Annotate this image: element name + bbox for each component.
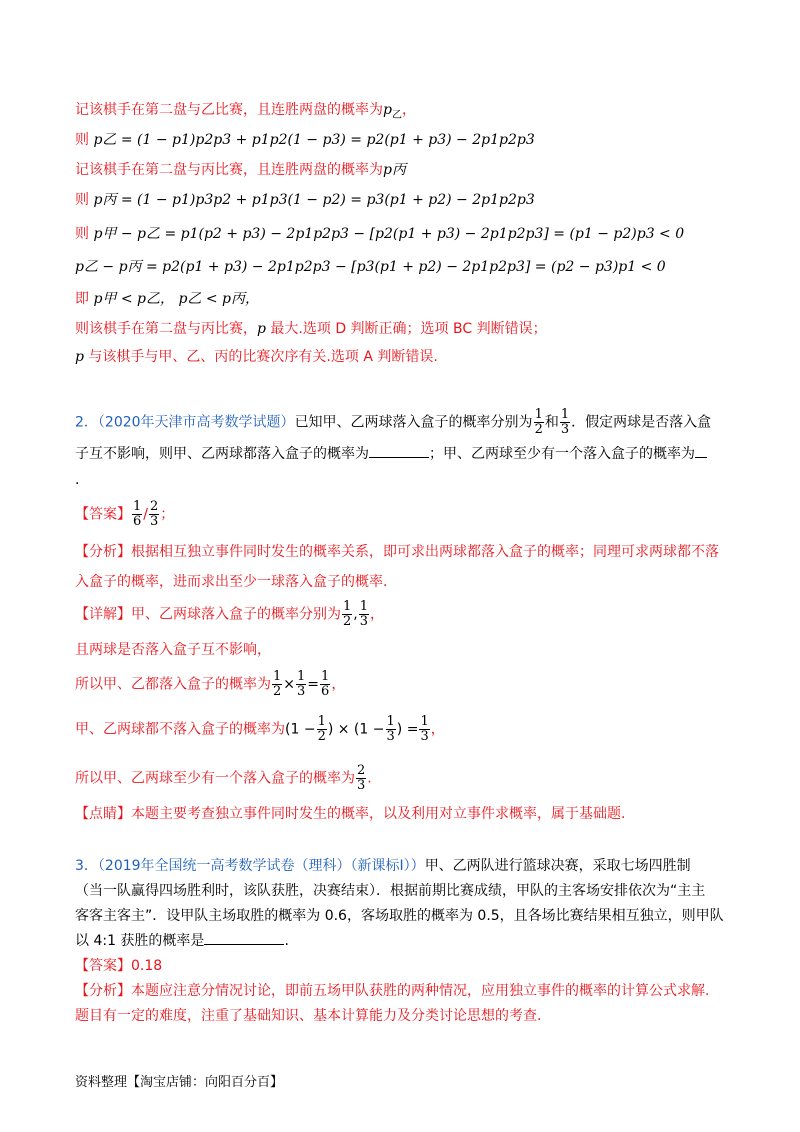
solution-line-3: 记该棋手在第二盘与丙比赛，且连胜两盘的概率为p丙 <box>75 162 406 178</box>
q2-stem-line-2: 子互不影响，则甲、乙两球都落入盒子的概率为 ；甲、乙两球至少有一个落入盒子的概率为 <box>75 444 707 464</box>
q2-analysis-line-2: 入盒子的概率，进而求出至少一球落入盒子的概率. <box>75 574 388 590</box>
q2-stem-line-3: . <box>75 472 80 488</box>
page-footer: 资料整理【淘宝店铺：向阳百分百】 <box>75 1075 284 1090</box>
q3-source: （2019年全国统一高考数学试卷（理科）（新课标Ⅰ）） <box>97 858 425 874</box>
q2-stem-line-1: 2．（2020年天津市高考数学试题）已知甲、乙两球落入盒子的概率分别为 $\frac{1}{2}$ 和 $\frac{1}{3}$ ．假定两球是否落入盒 <box>75 407 712 437</box>
q2-number: 2． <box>75 414 98 431</box>
q2-detail-line-3: 所以甲、乙都落入盒子的概率为 $\frac{1}{2}$ × $\frac{1}{3}$ = $\frac{1}{6}$ ， <box>75 669 346 699</box>
q2-answer: 【答案】 $\frac{1}{6}$ / $\frac{2}{3}$ ； <box>75 499 175 529</box>
solution-line-9: p 与该棋手与甲、乙、丙的比赛次序有关.选项 A 判断错误. <box>75 349 438 365</box>
q3-answer <box>75 956 162 976</box>
q3-number: 3． <box>75 858 98 874</box>
formula-diff-2: p乙 − p丙 = p2(p1 + p3) − 2p1p2p3 − [p3(p1 + p2) − 2p1p2p3] = (p2 − p3)p1 < 0 <box>75 259 666 275</box>
math-p-bing: p丙 <box>383 162 406 178</box>
answer-blank-1 <box>369 445 429 458</box>
answer-blank-q3 <box>204 932 284 945</box>
q2-analysis-line-1: 【分析】根据相互独立事件同时发生的概率关系，即可求出两球都落入盒子的概率；同理可求两球都不落 <box>75 544 719 560</box>
q3-stem-line-3: 客客主客主”．设甲队主场取胜的概率为 0.6，客场取胜的概率为 0.5，且各场比赛结果相互独立，则甲队 <box>75 908 724 924</box>
answer-blank-2 <box>695 445 707 458</box>
detail-label: 【详解】 <box>75 606 131 623</box>
q2-source: （2020年天津市高考数学试题） <box>97 414 295 431</box>
answer-value: 0.18 <box>131 958 163 974</box>
analysis-label: 【分析】 <box>75 983 131 999</box>
solution-line-4: 则 p丙 = (1 − p1)p3p2 + p1p3(1 − p2) = p3(p1 + p2) − 2p1p2p3 <box>75 192 535 208</box>
solution-line-8: 则该棋手在第二盘与丙比赛，p 最大.选项 D 判断正确；选项 BC 判断错误； <box>75 321 547 337</box>
math-p: p <box>383 102 392 118</box>
solution-line-5: 则 p甲 − p乙 = p1(p2 + p3) − 2p1p2p3 − [p2(p1 + p3) − 2p1p2p3] = (p1 − p2)p3 < 0 <box>75 226 685 242</box>
q3-analysis-line-2: 题目有一定的难度，注重了基础知识、基本计算能力及分类讨论思想的考查. <box>75 1008 542 1024</box>
answer-label: 【答案】 <box>75 506 131 523</box>
q2-detail-line-4: 甲、乙两球都不落入盒子的概率为(1 − $\frac{1}{2}$ ) × (1 − $\frac{1}{3}$ ) = $\frac{1}{3}$ ， <box>75 714 445 744</box>
q2-detail-line-2: 且两球是否落入盒子互不影响， <box>75 642 271 658</box>
solution-line-2: 则 p乙 = (1 − p1)p2p3 + p1p2(1 − p3) = p2(p1 + p3) − 2p1p2p3 <box>75 132 535 148</box>
q3-stem-line-4: 以 4:1 获胜的概率是 . <box>75 933 289 949</box>
q2-detail-line-5: 所以甲、乙两球至少有一个落入盒子的概率为 $\frac{2}{3}$ . <box>75 763 372 793</box>
math-sub: 乙 <box>391 109 402 121</box>
q2-comment: 【点睛】本题主要考查独立事件同时发生的概率，以及利用对立事件求概率，属于基础题. <box>75 806 626 822</box>
comment-label: 【点睛】 <box>75 806 131 822</box>
fraction-one-half: $\frac{1}{2}$ <box>534 407 543 437</box>
q3-stem-line-1: 3．（2019年全国统一高考数学试卷（理科）（新课标Ⅰ））甲、乙两队进行篮球决赛，采取七场四胜制 <box>75 858 691 874</box>
formula-diff-1: p甲 − p乙 = p1(p2 + p3) − 2p1p2p3 − [p2(p1 + p3) − 2p1p2p3] = (p1 − p2)p3 < 0 <box>93 226 685 242</box>
q2-detail-line-1: 【详解】甲、乙两球落入盒子的概率分别为 $\frac{1}{2}$ , $\frac{1}{3}$ ， <box>75 599 385 629</box>
formula-p-yi: p乙 = (1 − p1)p2p3 + p1p2(1 − p3) = p2(p1 + p3) − 2p1p2p3 <box>93 132 535 148</box>
fraction-answer-2: $\frac{2}{3}$ <box>150 499 159 529</box>
answer-label: 【答案】 <box>75 958 131 974</box>
fraction-one-third: $\frac{1}{3}$ <box>560 407 570 437</box>
fraction-answer-1: $\frac{1}{6}$ <box>133 499 142 529</box>
solution-line-1: 记该棋手在第二盘与乙比赛，且连胜两盘的概率为$p_乙$， <box>75 102 416 121</box>
q3-stem-line-2: （当一队赢得四场胜利时，该队获胜，决赛结束）．根据前期比赛成绩，甲队的主客场安排依次为“主主 <box>75 883 706 899</box>
solution-line-6 <box>75 257 666 277</box>
analysis-label: 【分析】 <box>75 544 131 560</box>
q3-analysis-line-1: 【分析】本题应注意分情况讨论，即前五场甲队获胜的两种情况，应用独立事件的概率的计算公式求解. <box>75 983 710 999</box>
formula-compare: p甲 < p乙， p乙 < p丙， <box>93 291 260 307</box>
formula-p-bing: p丙 = (1 − p1)p3p2 + p1p3(1 − p2) = p3(p1 + p2) − 2p1p2p3 <box>93 192 535 208</box>
solution-line-7: 即 p甲 < p乙， p乙 < p丙， <box>75 291 260 307</box>
